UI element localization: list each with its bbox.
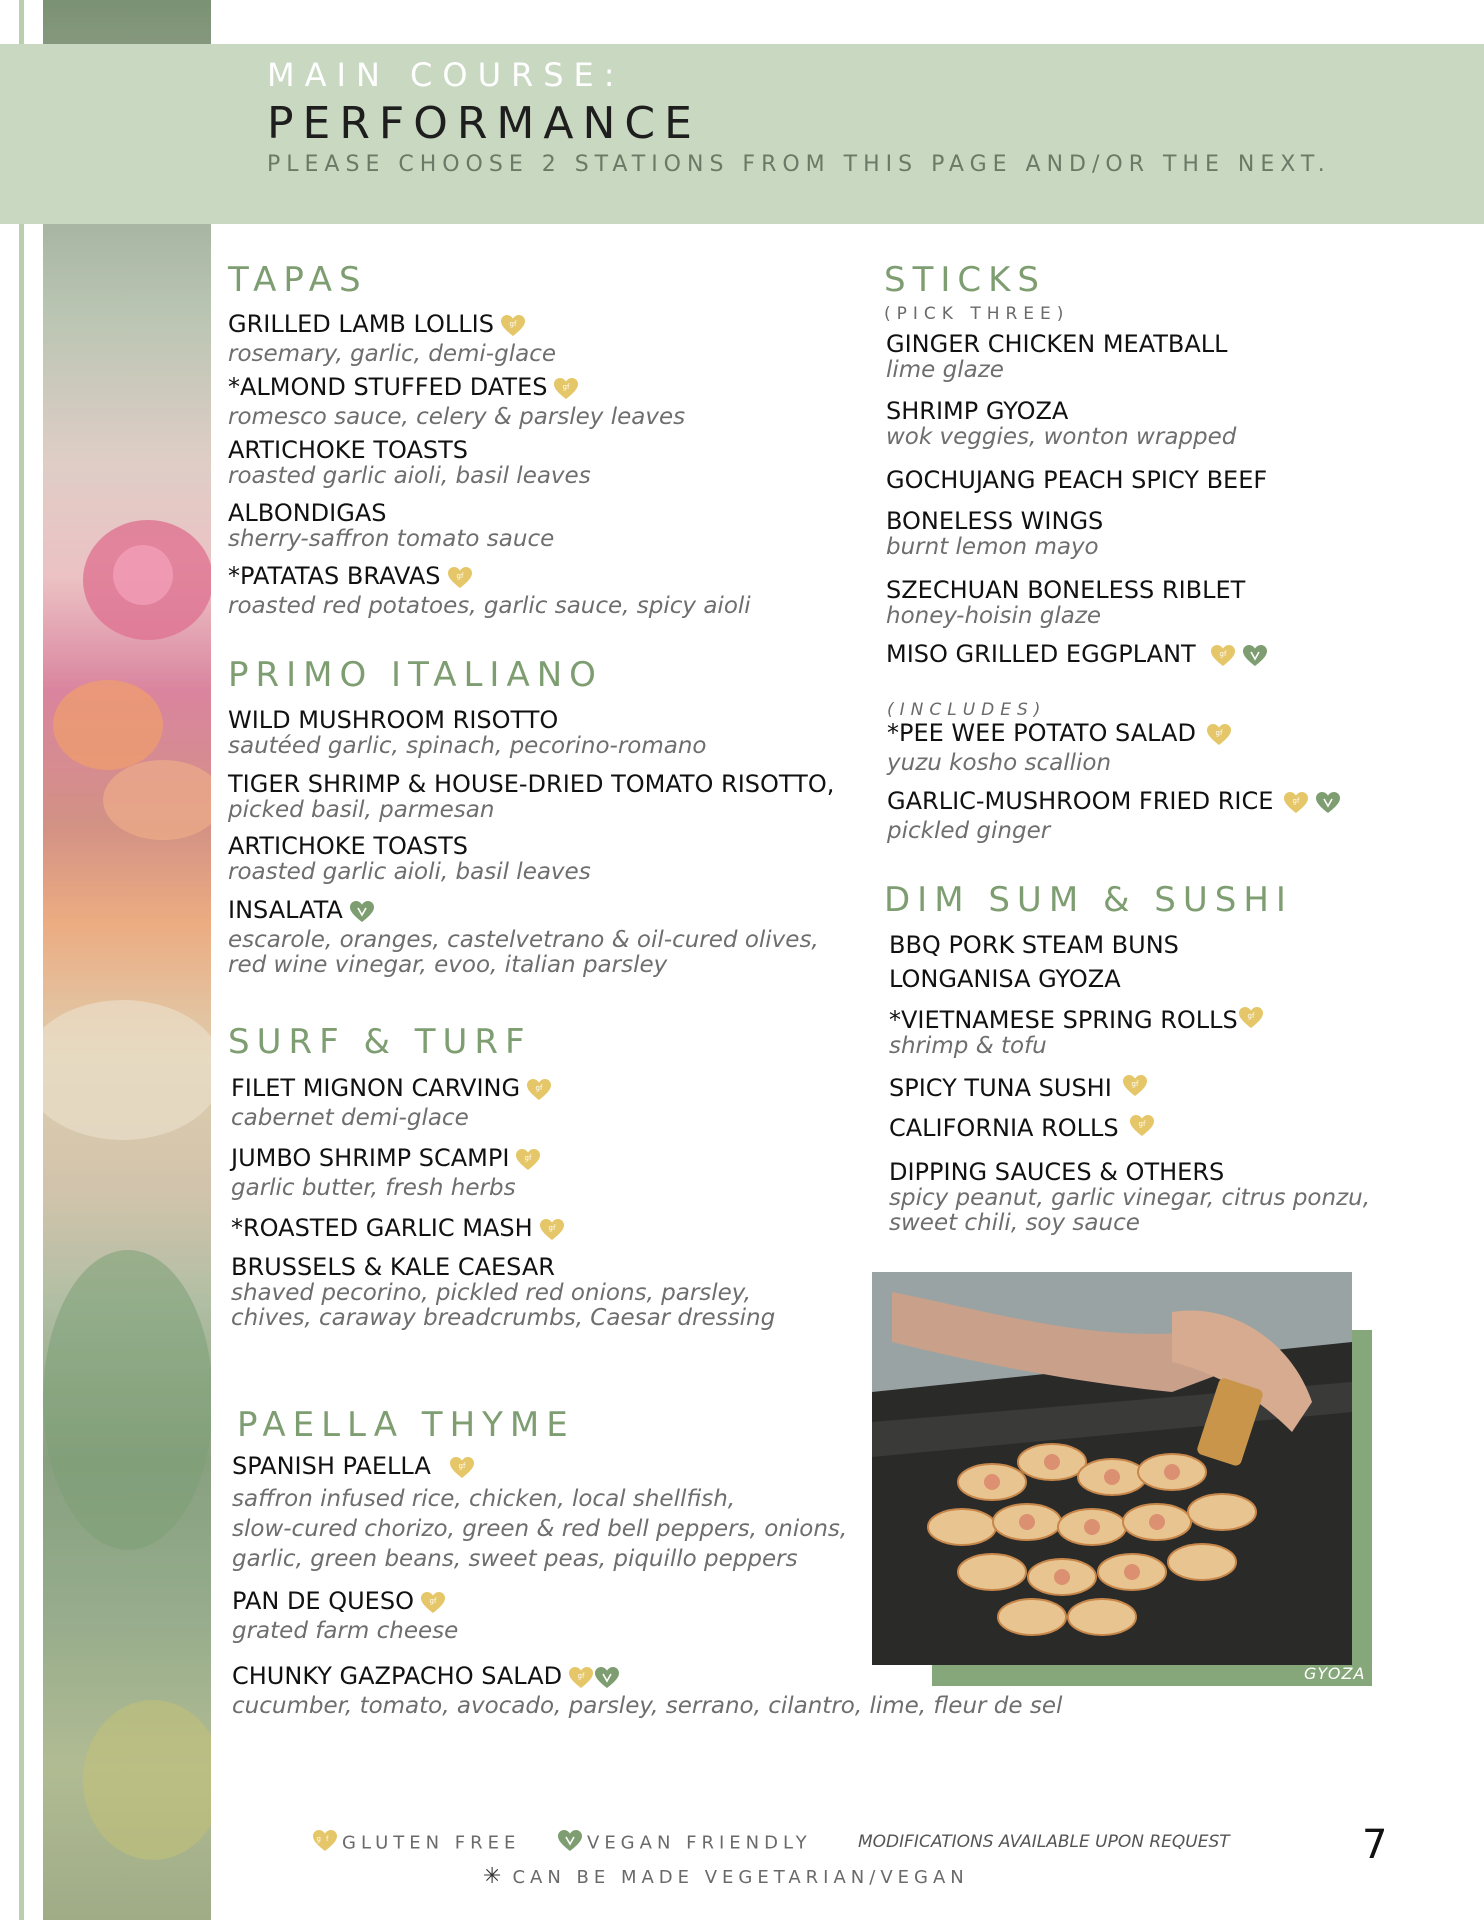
vegan-icon (557, 1829, 583, 1858)
legend-gluten-free (312, 1829, 520, 1858)
svg-text:gf: gf (456, 571, 463, 580)
asterisk-icon: ✳ (483, 1864, 507, 1889)
header-kicker: MAIN COURSE: (267, 56, 625, 94)
item-desc: honey-hoisin glaze (886, 603, 1102, 629)
gluten-free-icon (420, 1591, 446, 1619)
item-name: *ROASTED GARLIC MASH (231, 1214, 533, 1242)
vegan-icon (1315, 791, 1341, 819)
legend-vegetarian-label: CAN BE MADE VEGETARIAN/VEGAN (512, 1867, 969, 1888)
item-name: GOCHUJANG PEACH SPICY BEEF (886, 466, 1268, 494)
svg-text:gf: gf (1138, 1120, 1146, 1128)
item-desc: shaved pecorino, pickled red onions, parsley, chives, caraway breadcrumbs, Caesar dressing (231, 1280, 776, 1331)
item-name: GINGER CHICKEN MEATBALL (886, 330, 1228, 358)
legend-gluten-free-label: GLUTEN FREE (342, 1832, 521, 1854)
menu-item (228, 373, 685, 430)
header-subtitle: PLEASE CHOOSE 2 STATIONS FROM THIS PAGE AND/OR THE NEXT. (267, 152, 1331, 177)
item-desc: escarole, oranges, castelvetrano & oil-cured olives, red wine vinegar, evoo, italian parsley (228, 926, 819, 978)
item-name: ALBONDIGAS (228, 499, 387, 527)
item-desc: picked basil, parmesan (228, 797, 495, 823)
vegan-icon (349, 900, 375, 928)
left-rule (19, 0, 24, 1920)
item-desc: pickled ginger (887, 817, 1051, 844)
menu-item (889, 1114, 1155, 1142)
menu-item (886, 640, 1268, 672)
item-name: INSALATA (228, 896, 343, 924)
menu-item (887, 787, 1341, 844)
gluten-free-icon (526, 1078, 552, 1106)
item-desc: roasted garlic aioli, basil leaves (228, 463, 591, 489)
section-title-surf-turf: SURF & TURF (228, 1022, 532, 1062)
menu-item (886, 330, 1228, 383)
menu-item (228, 436, 591, 489)
photo-caption: GYOZA (1304, 1664, 1366, 1683)
svg-text:gf: gf (1131, 1080, 1139, 1088)
svg-text:gf: gf (1219, 649, 1227, 658)
menu-item (886, 397, 1236, 450)
item-desc: roasted garlic aioli, basil leaves (228, 859, 591, 885)
svg-text:gf: gf (535, 1083, 543, 1092)
legend-vegan (557, 1829, 812, 1858)
menu-item (887, 719, 1232, 776)
gluten-free-icon (500, 314, 526, 342)
item-name: SZECHUAN BONELESS RIBLET (886, 576, 1246, 604)
item-desc: sherry-saffron tomato sauce (228, 526, 555, 552)
item-name: BONELESS WINGS (886, 507, 1104, 535)
svg-text:gf: gf (1215, 728, 1223, 737)
item-name: *VIETNAMESE SPRING ROLLS (889, 1006, 1238, 1034)
item-desc: wok veggies, wonton wrapped (886, 424, 1237, 450)
svg-text:gf: gf (509, 319, 517, 328)
item-name: SPICY TUNA SUSHI (889, 1074, 1112, 1102)
legend-vegetarian (483, 1864, 969, 1889)
section-title-primo: PRIMO ITALIANO (228, 655, 603, 695)
gluten-free-icon (312, 1829, 338, 1858)
svg-text:gf: gf (563, 382, 570, 391)
menu-item (889, 1074, 1148, 1102)
gluten-free-icon (568, 1666, 594, 1694)
section-title-sticks: STICKS (884, 260, 1046, 300)
section-title-tapas: TAPAS (228, 260, 368, 300)
menu-item (228, 562, 751, 619)
item-desc: lime glaze (886, 357, 1004, 383)
gyoza-photo (872, 1272, 1352, 1665)
modifications-note: MODIFICATIONS AVAILABLE UPON REQUEST (858, 1832, 1230, 1852)
menu-item (886, 576, 1245, 629)
svg-text:gf: gf (1247, 1012, 1255, 1020)
item-desc: cabernet demi-glace (231, 1104, 469, 1131)
item-name: *PEE WEE POTATO SALAD (887, 719, 1196, 747)
legend-vegan-label: VEGAN FRIENDLY (587, 1832, 812, 1854)
floral-side-photo (43, 0, 211, 1920)
page-number: 7 (1362, 1822, 1388, 1868)
menu-item (886, 466, 1267, 494)
item-desc: sautéed garlic, spinach, pecorino-romano (228, 733, 707, 759)
sticks-note: (PICK THREE) (884, 304, 1070, 324)
gluten-free-icon (1122, 1074, 1148, 1102)
gluten-free-icon (1283, 791, 1309, 819)
svg-text:gf: gf (548, 1223, 556, 1232)
gluten-free-icon (1210, 644, 1236, 672)
gluten-free-icon (449, 1456, 475, 1484)
item-name: WILD MUSHROOM RISOTTO (228, 706, 559, 734)
item-desc: yuzu kosho scallion (887, 749, 1112, 776)
item-desc: shrimp & tofu (889, 1033, 1047, 1059)
gluten-free-icon (1129, 1114, 1155, 1142)
menu-item (231, 1253, 775, 1331)
item-name: *PATATAS BRAVAS (228, 562, 441, 590)
includes-note: (INCLUDES) (887, 700, 1047, 720)
gluten-free-icon (553, 377, 579, 405)
section-title-paella: PAELLA THYME (237, 1405, 575, 1445)
item-name: DIPPING SAUCES & OTHERS (889, 1158, 1225, 1186)
gluten-free-icon (515, 1148, 541, 1176)
menu-item (231, 1074, 552, 1131)
item-name: FILET MIGNON CARVING (231, 1074, 521, 1102)
item-desc: rosemary, garlic, demi-glace (228, 340, 556, 367)
gluten-free-icon (1238, 1006, 1264, 1034)
item-name: ARTICHOKE TOASTS (228, 832, 468, 860)
item-desc: garlic butter, fresh herbs (231, 1174, 516, 1201)
item-name: BRUSSELS & KALE CAESAR (231, 1253, 555, 1281)
gluten-free-icon (447, 566, 473, 594)
menu-item (228, 310, 556, 367)
menu-item (228, 706, 707, 759)
item-name: CHUNKY GAZPACHO SALAD (232, 1662, 563, 1690)
item-desc: cucumber, tomato, avocado, parsley, serrano, cilantro, lime, fleur de sel (232, 1692, 1063, 1719)
item-desc: grated farm cheese (232, 1617, 459, 1644)
item-desc: roasted red potatoes, garlic sauce, spicy aioli (228, 592, 751, 619)
gluten-free-icon (539, 1218, 565, 1246)
item-name: BBQ PORK STEAM BUNS (889, 931, 1179, 959)
item-name: CALIFORNIA ROLLS (889, 1114, 1119, 1142)
menu-item (886, 507, 1103, 560)
menu-item (228, 770, 834, 823)
menu-item (232, 1587, 458, 1644)
item-name: MISO GRILLED EGGPLANT (886, 640, 1196, 668)
menu-item (889, 931, 1179, 959)
menu-item (232, 1452, 847, 1574)
item-name: SHRIMP GYOZA (886, 397, 1069, 425)
svg-text:gf: gf (458, 1461, 466, 1470)
svg-text:gf: gf (429, 1596, 437, 1605)
item-name: GARLIC-MUSHROOM FRIED RICE (887, 787, 1274, 815)
svg-text:gf: gf (316, 1835, 334, 1843)
page-title: PERFORMANCE (267, 98, 701, 149)
header-band (0, 44, 1484, 224)
menu-item (889, 1158, 1370, 1236)
item-name: *ALMOND STUFFED DATES (228, 373, 548, 401)
menu-item (889, 1006, 1264, 1059)
svg-text:gf: gf (1292, 796, 1300, 805)
item-name: LONGANISA GYOZA (889, 965, 1121, 993)
section-title-dim-sum: DIM SUM & SUSHI (884, 880, 1293, 920)
item-name: ARTICHOKE TOASTS (228, 436, 468, 464)
item-name: TIGER SHRIMP & HOUSE-DRIED TOMATO RISOTTO, (228, 770, 835, 798)
item-name: SPANISH PAELLA (232, 1452, 431, 1480)
menu-item (231, 1214, 565, 1246)
menu-item (228, 832, 591, 885)
item-desc: burnt lemon mayo (886, 534, 1099, 560)
item-desc: spicy peanut, garlic vinegar, citrus ponzu, sweet chili, soy sauce (889, 1185, 1371, 1236)
item-name: GRILLED LAMB LOLLIS (228, 310, 494, 338)
svg-text:gf: gf (524, 1153, 532, 1162)
vegan-icon (594, 1666, 620, 1694)
item-name: JUMBO SHRIMP SCAMPI (231, 1144, 510, 1172)
gluten-free-icon (1206, 723, 1232, 751)
menu-item (228, 896, 819, 978)
menu-item (231, 1144, 541, 1201)
vegan-icon (1242, 644, 1268, 672)
item-desc: saffron infused rice, chicken, local shellfish, slow-cured chorizo, green & red bell peppers, onions, garlic, green beans, sweet peas, piquillo peppers (232, 1485, 848, 1572)
item-name: PAN DE QUESO (232, 1587, 414, 1615)
menu-item (889, 965, 1121, 993)
item-desc: romesco sauce, celery & parsley leaves (228, 403, 686, 430)
menu-item (228, 499, 554, 552)
gyoza-photo-art (872, 1272, 1352, 1665)
svg-text:gf: gf (577, 1671, 585, 1680)
